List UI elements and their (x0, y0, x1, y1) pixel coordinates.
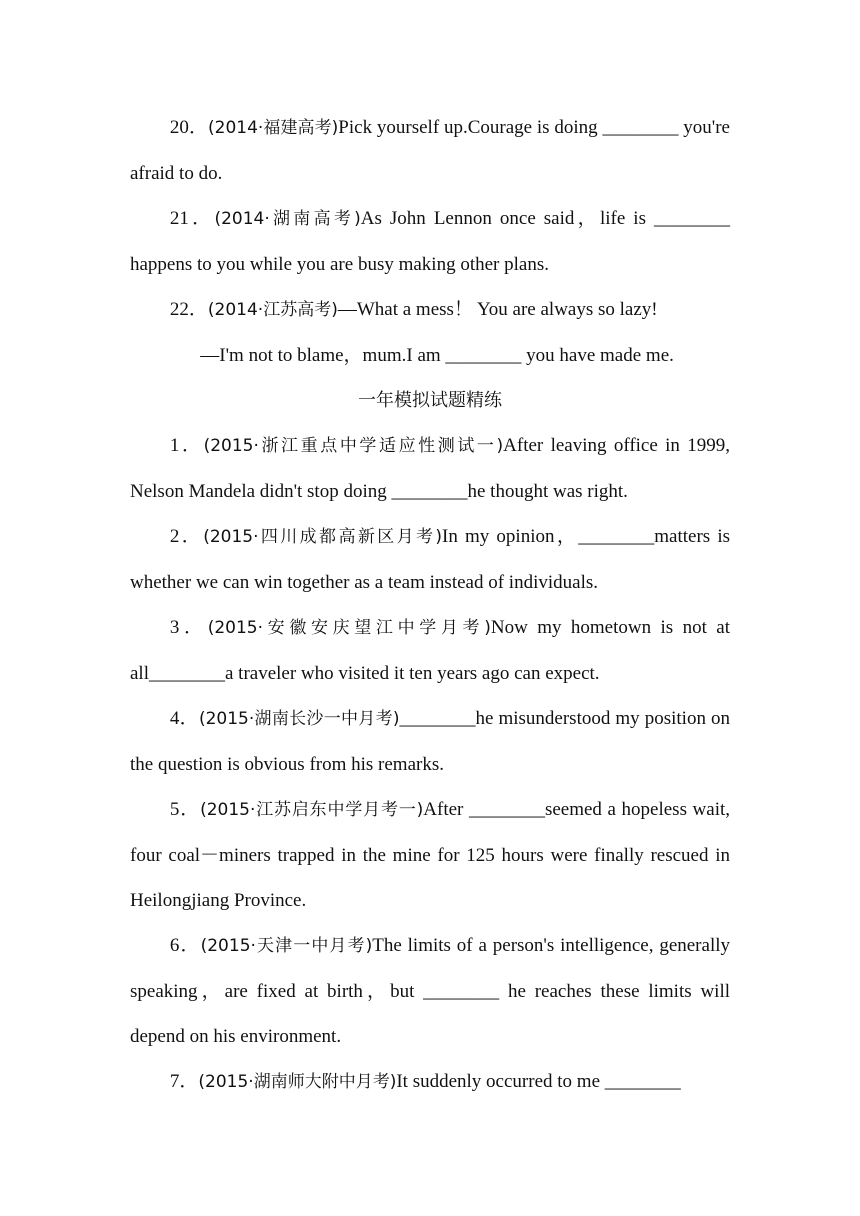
question-source: (2014·湖南高考) (214, 209, 361, 229)
question-21 (130, 196, 730, 287)
question-5 (130, 787, 730, 923)
question-20 (130, 105, 730, 196)
question-text: After leaving office in 1999, Nelson Mandela didn't stop doing ________he thought was right. (130, 435, 731, 502)
question-text: Pick yourself up.Courage is doing ________ you're afraid to do. (130, 117, 730, 184)
question-source: (2015·浙江重点中学适应性测试一) (203, 436, 504, 456)
question-source: (2015·江苏启东中学月考一) (200, 800, 424, 820)
question-number: 2． (169, 526, 204, 547)
question-22-reply: —I'm not to blame，mum.I am ________ you have made me. (200, 345, 674, 366)
question-number: 21． (169, 208, 215, 229)
question-number: 22． (169, 299, 208, 320)
document-page (130, 105, 730, 1105)
question-text: It suddenly occurred to me ________ (396, 1071, 681, 1092)
question-text: As John Lennon once said，life is ________ happens to you while you are busy making other plans. (130, 208, 730, 275)
question-number: 4． (169, 708, 199, 729)
question-text: ________he misunderstood my position on the question is obvious from his remarks. (130, 708, 730, 775)
question-source: (2015·天津一中月考) (200, 936, 373, 956)
question-number: 3． (169, 617, 208, 638)
question-text: The limits of a person's intelligence, generally speaking，are fixed at birth，but ________ he reaches these limits will depend on his environment. (130, 935, 730, 1047)
question-text: After ________seemed a hopeless wait, four coal－miners trapped in the mine for 125 hours were finally rescued in Heilongjiang Province. (130, 799, 731, 911)
question-source: (2014·福建高考) (208, 118, 339, 138)
question-3 (130, 605, 730, 696)
question-text: —What a mess！ You are always so lazy! (337, 299, 658, 320)
question-source: (2015·湖南师大附中月考) (198, 1072, 397, 1092)
question-22 (130, 287, 730, 333)
question-4 (130, 696, 730, 787)
question-1 (130, 423, 730, 514)
question-source: (2015·四川成都高新区月考) (203, 527, 443, 547)
question-source: (2015·湖南长沙一中月考) (198, 709, 400, 729)
question-source: (2014·江苏高考) (207, 300, 338, 320)
question-number: 6． (169, 935, 201, 956)
question-text: In my opinion，________matters is whether we can win together as a team instead of individuals. (130, 526, 730, 593)
question-number: 20． (169, 117, 209, 138)
question-number: 5． (169, 799, 201, 820)
question-7 (130, 1059, 730, 1105)
question-source: (2015·安徽安庆望江中学月考) (207, 618, 491, 638)
section-heading: 一年模拟试题精练 (358, 390, 502, 411)
question-number: 1． (169, 435, 204, 456)
question-6 (130, 923, 730, 1059)
question-text: Now my hometown is not at all________a traveler who visited it ten years ago can expect. (130, 617, 730, 684)
question-number: 7． (169, 1071, 199, 1092)
question-2 (130, 514, 730, 605)
